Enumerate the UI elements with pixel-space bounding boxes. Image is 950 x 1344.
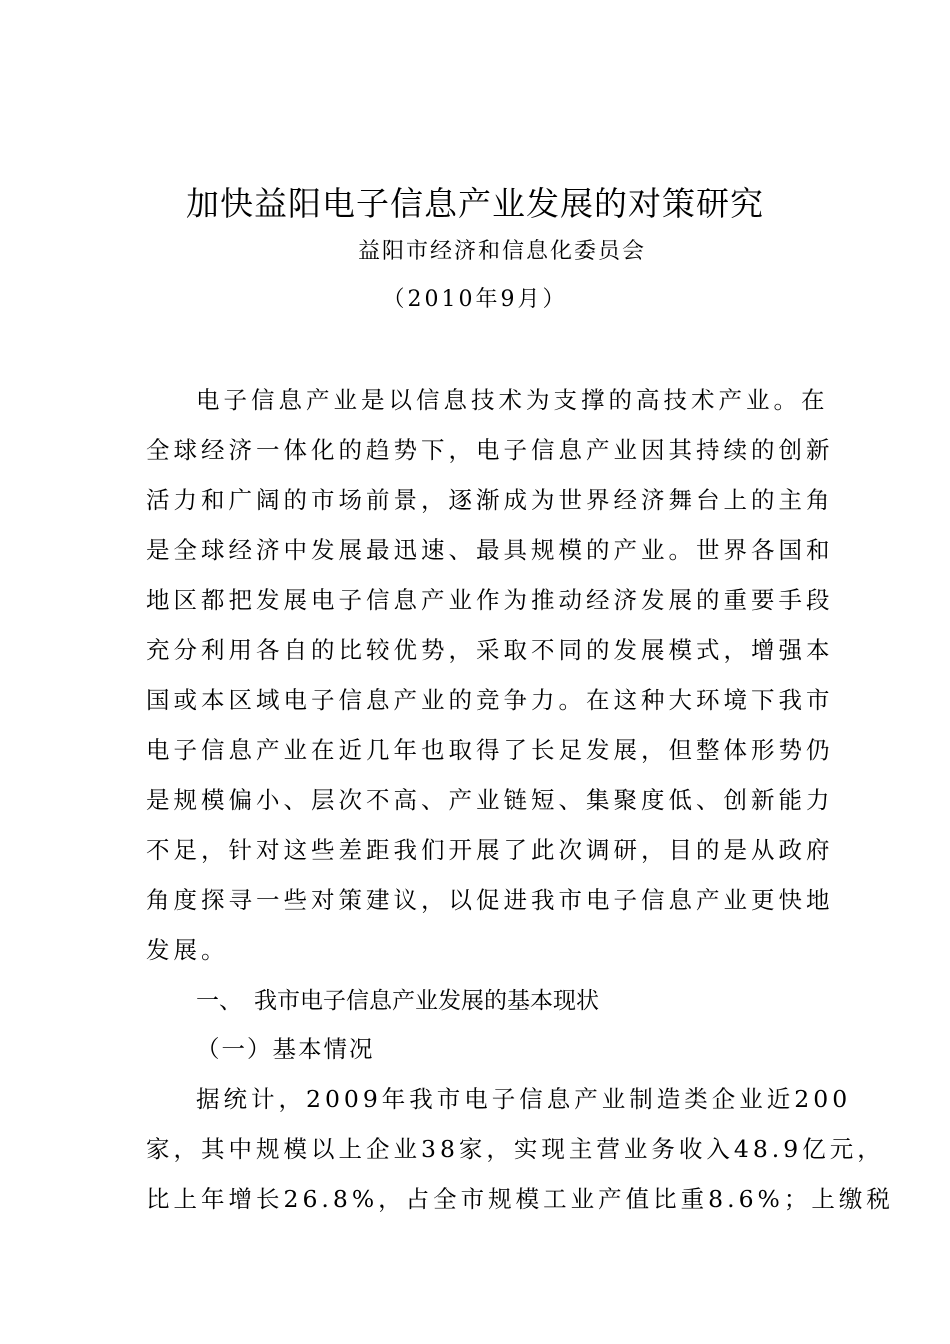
document-author: 益阳市经济和信息化委员会 [357, 239, 646, 264]
paragraph-line: 电子信息产业在近几年也取得了长足发展，但整体形势仍 [146, 736, 834, 764]
paragraph-line: 家，其中规模以上企业38家，实现主营业务收入48.9亿元， [146, 1135, 885, 1163]
document-date: （2010年9月） [382, 287, 568, 312]
section-title: 我市电子信息产业发展的基本现状 [254, 988, 599, 1014]
paragraph-line: 发展。 [146, 936, 229, 964]
paragraph-line: 是全球经济中发展最迅速、最具规模的产业。世界各国和 [146, 536, 834, 564]
paragraph-line: 电子信息产业是以信息技术为支撑的高技术产业。在 [196, 386, 829, 414]
paragraph-line: 国或本区域电子信息产业的竞争力。在这种大环境下我市 [146, 686, 834, 714]
section-number: 一、 [196, 988, 242, 1014]
paragraph-line: 全球经济一体化的趋势下，电子信息产业因其持续的创新 [146, 436, 834, 464]
paragraph-line: 地区都把发展电子信息产业作为推动经济发展的重要手段 [146, 586, 834, 614]
paragraph-line: 是规模偏小、层次不高、产业链短、集聚度低、创新能力 [146, 786, 834, 814]
paragraph-line: 不足，针对这些差距我们开展了此次调研，目的是从政府 [146, 836, 834, 864]
paragraph-line: 比上年增长26.8%，占全市规模工业产值比重8.6%；上缴税 [146, 1185, 894, 1213]
paragraph-line: 活力和广阔的市场前景，逐渐成为世界经济舞台上的主角 [146, 486, 834, 514]
section-heading [196, 976, 599, 1026]
subsection-heading: （一）基本情况 [196, 1035, 375, 1063]
paragraph-line: 充分利用各自的比较优势，采取不同的发展模式，增强本 [146, 636, 834, 664]
paragraph-line: 角度探寻一些对策建议，以促进我市电子信息产业更快地 [146, 886, 834, 914]
paragraph-line: 据统计，2009年我市电子信息产业制造类企业近200 [196, 1085, 852, 1113]
document-title: 加快益阳电子信息产业发展的对策研究 [186, 184, 764, 223]
